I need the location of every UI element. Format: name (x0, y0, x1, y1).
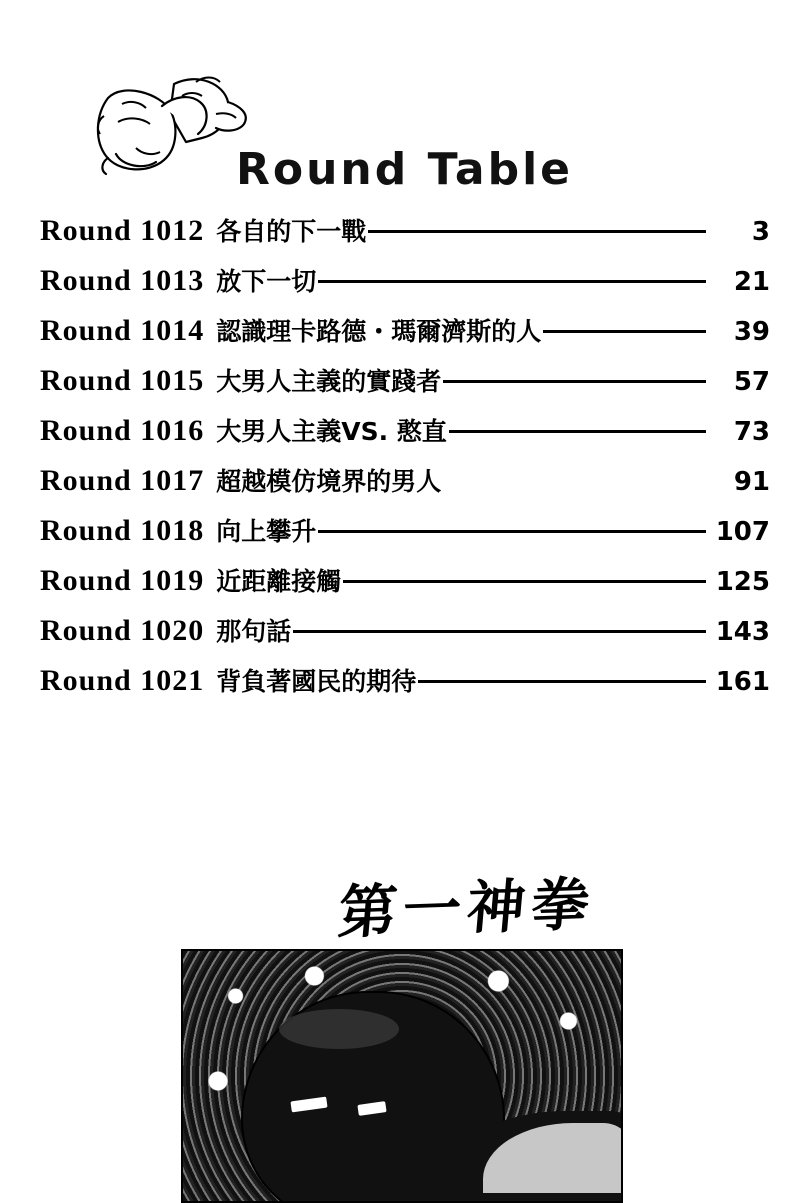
toc-chapter-title: 認識理卡路德・瑪爾濟斯的人 (216, 317, 542, 346)
toc-round-label: Round 1017 (40, 464, 205, 497)
toc-entry[interactable] (40, 412, 770, 462)
toc-entry[interactable] (40, 662, 770, 712)
toc-chapter-title: 放下一切 (216, 267, 317, 296)
toc-chapter-title: 向上攀升 (216, 517, 317, 546)
toc-round-label: Round 1019 (40, 564, 205, 597)
manga-panel (181, 949, 623, 1203)
page-title: Round Table (236, 144, 574, 195)
toc-list (40, 212, 770, 712)
toc-round-label: Round 1021 (40, 664, 205, 697)
toc-chapter-title: 那句話 (216, 617, 292, 646)
toc-entry[interactable] (40, 312, 770, 362)
toc-page-number: 161 (715, 667, 770, 697)
toc-entry[interactable] (40, 512, 770, 562)
boxing-glove-icon (78, 62, 248, 177)
toc-entry[interactable] (40, 562, 770, 612)
toc-page-number: 107 (715, 517, 770, 547)
toc-leader-line (343, 580, 706, 583)
toc-round-label: Round 1013 (40, 264, 205, 297)
toc-entry[interactable] (40, 212, 770, 262)
toc-page-number: 73 (733, 417, 770, 447)
toc-round-label: Round 1012 (40, 214, 205, 247)
toc-leader-line (318, 530, 706, 533)
toc-chapter-title: 各自的下一戰 (216, 217, 367, 246)
toc-chapter-title: 大男人主義的實踐者 (216, 367, 442, 396)
toc-chapter-title: 背負著國民的期待 (216, 667, 417, 696)
toc-leader-line (368, 230, 706, 233)
toc-page-number: 143 (715, 617, 770, 647)
toc-entry[interactable] (40, 362, 770, 412)
toc-round-label: Round 1015 (40, 364, 205, 397)
toc-chapter-title: 近距離接觸 (216, 567, 342, 596)
toc-leader-line (543, 330, 706, 333)
toc-leader-line (318, 280, 706, 283)
hair-highlight (279, 1009, 399, 1049)
toc-leader-line (443, 380, 706, 383)
toc-page-number: 91 (733, 467, 770, 497)
toc-page-number: 21 (733, 267, 770, 297)
toc-page-number: 57 (733, 367, 770, 397)
toc-entry[interactable] (40, 612, 770, 662)
toc-round-label: Round 1014 (40, 314, 205, 347)
toc-entry[interactable] (40, 262, 770, 312)
toc-leader-line (418, 680, 706, 683)
toc-chapter-title: 大男人主義VS. 憨直 (216, 417, 447, 446)
series-logo: 第一神拳 (335, 869, 599, 947)
toc-leader-line (293, 630, 706, 633)
toc-round-label: Round 1016 (40, 414, 205, 447)
toc-page-number: 39 (733, 317, 770, 347)
toc-round-label: Round 1018 (40, 514, 205, 547)
toc-chapter-title: 超越模仿境界的男人 (216, 467, 442, 496)
toc-round-label: Round 1020 (40, 614, 205, 647)
toc-page-number: 3 (751, 217, 770, 247)
toc-page-number: 125 (715, 567, 770, 597)
toc-entry[interactable] (40, 462, 770, 512)
toc-leader-line (449, 430, 706, 433)
